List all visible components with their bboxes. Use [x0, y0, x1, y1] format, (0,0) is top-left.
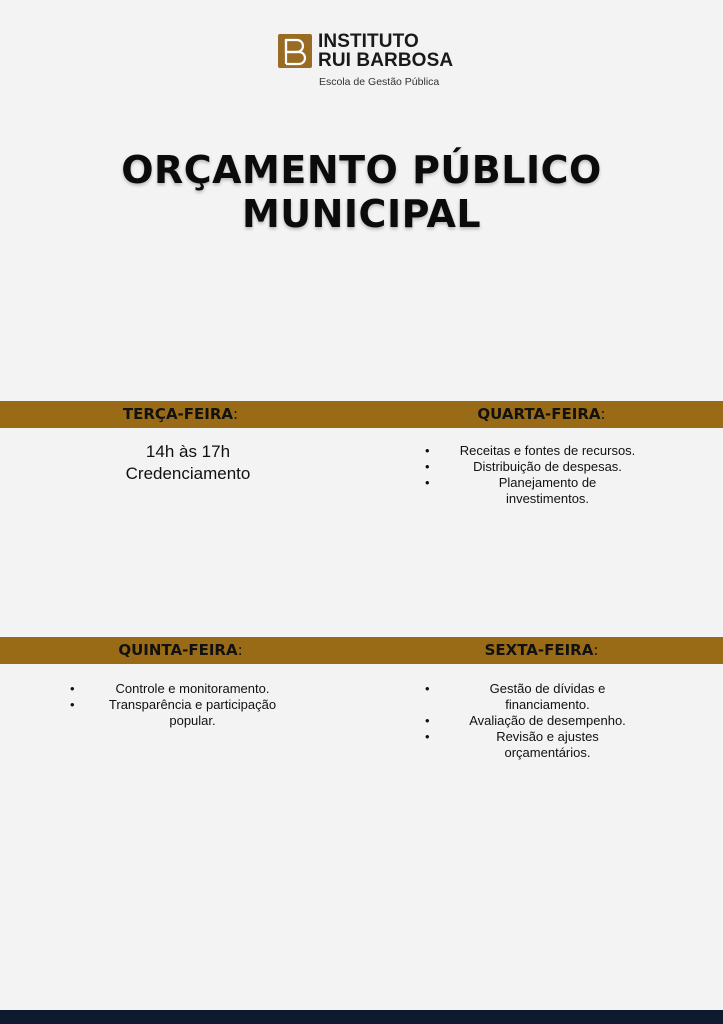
bullet-icon: • — [425, 729, 430, 744]
list-item-text: Receitas e fontes de recursos. — [459, 443, 636, 458]
day-label: SEXTA-FEIRA — [484, 641, 594, 659]
list-item-text: Distribuição de despesas. — [473, 459, 622, 474]
bullet-icon: • — [70, 697, 75, 712]
day-colon: : — [600, 405, 606, 423]
bullet-icon: • — [425, 443, 430, 458]
page-title — [0, 148, 723, 236]
list-item-text: Gestão de dívidas e financiamento. — [489, 681, 606, 712]
tuesday-content — [0, 441, 376, 485]
day-colon: : — [593, 641, 599, 659]
list-item — [425, 443, 650, 459]
logo-icon — [278, 34, 312, 68]
bullet-icon: • — [70, 681, 75, 696]
thursday-topics — [70, 681, 295, 729]
list-item — [425, 459, 650, 475]
list-item-text: Planejamento de investimentos. — [498, 475, 597, 506]
day-label: QUINTA-FEIRA — [118, 641, 238, 659]
bullet-icon: • — [425, 475, 430, 490]
day-label: TERÇA-FEIRA — [122, 405, 234, 423]
day-colon: : — [233, 405, 239, 423]
schedule-band-top — [0, 401, 723, 428]
list-item — [425, 681, 650, 713]
logo-subtitle: Escola de Gestão Pública — [319, 76, 440, 88]
list-item — [425, 713, 650, 729]
day-label: QUARTA-FEIRA — [477, 405, 601, 423]
logo-name — [318, 32, 453, 70]
list-item — [425, 729, 650, 761]
list-item-text: Avaliação de desempenho. — [469, 713, 626, 728]
list-item — [70, 697, 295, 729]
day-heading-wednesday — [361, 401, 722, 428]
bullet-icon: • — [425, 713, 430, 728]
list-item-text: Transparência e participação popular. — [108, 697, 277, 728]
wednesday-topics — [425, 443, 650, 507]
day-heading-thursday — [0, 637, 361, 664]
bullet-icon: • — [425, 681, 430, 696]
logo — [278, 33, 478, 91]
tuesday-activity: Credenciamento — [125, 464, 251, 483]
bullet-icon: • — [425, 459, 430, 474]
logo-line-2: RUI BARBOSA — [318, 50, 454, 71]
footer-bar — [0, 1010, 723, 1024]
friday-topics — [425, 681, 650, 761]
list-item-text: Revisão e ajustes orçamentários. — [496, 729, 599, 760]
title-line-2: MUNICIPAL — [241, 192, 482, 236]
list-item — [70, 681, 295, 697]
tuesday-time: 14h às 17h — [145, 442, 231, 461]
list-item — [425, 475, 650, 507]
title-line-1: ORÇAMENTO PÚBLICO — [121, 148, 602, 192]
list-item-text: Controle e monitoramento. — [115, 681, 270, 696]
day-heading-tuesday — [0, 401, 361, 428]
day-colon: : — [237, 641, 243, 659]
day-heading-friday — [361, 637, 722, 664]
logo-line-1: INSTITUTO — [318, 31, 419, 52]
schedule-band-bottom — [0, 637, 723, 664]
